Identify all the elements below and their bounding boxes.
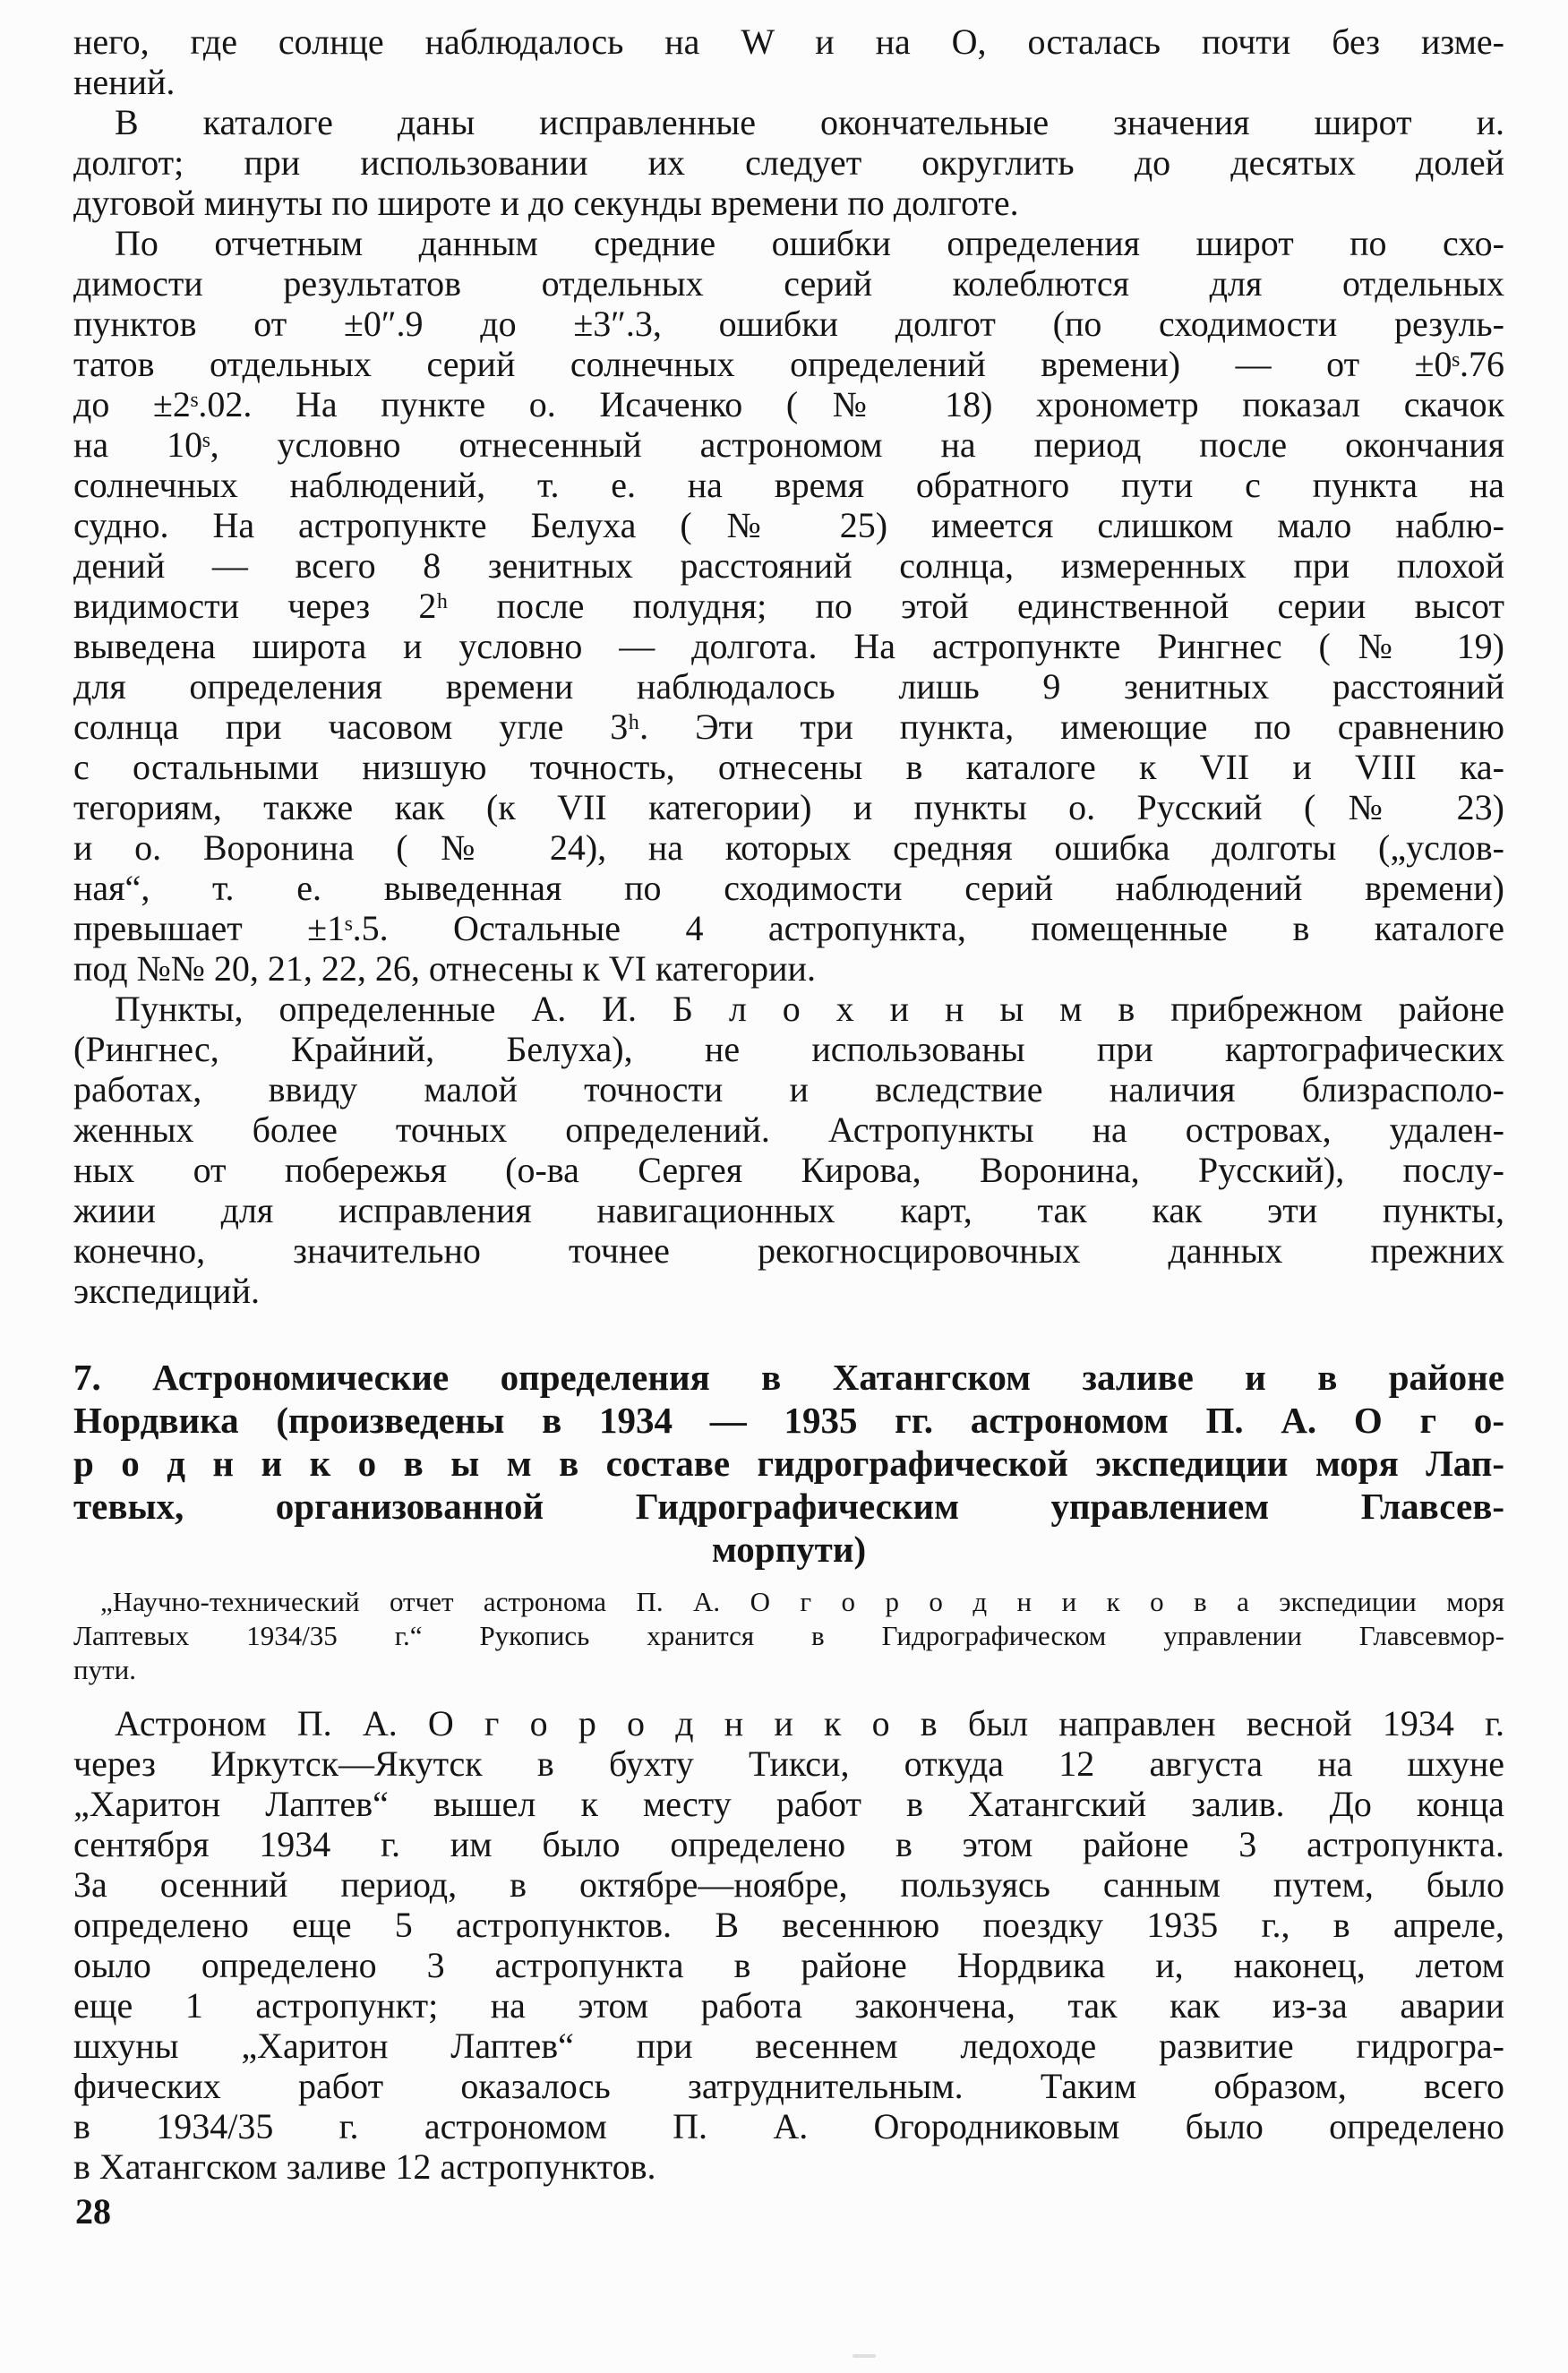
paragraph-report-errors bbox=[73, 223, 1504, 989]
text-line: За осенний период, в октябре—ноябре, пользуясь санным путем, было bbox=[73, 1864, 1504, 1905]
text-line: и о. Воронина (№ 24), на которых средняя ошибка долготы („услов- bbox=[73, 827, 1504, 868]
text-line: димости результатов отдельных серий колеблются для отдельных bbox=[73, 263, 1504, 304]
text-line: на 10ˢ, условно отнесенный астрономом на период после окончания bbox=[73, 424, 1504, 465]
text-line: до ±2ˢ.02. На пункте о. Исаченко (№ 18) хронометр показал скачок bbox=[73, 384, 1504, 424]
text-line: видимости через 2ʰ после полудня; по этой единственной серии высот bbox=[73, 586, 1504, 626]
text-line: сентября 1934 г. им было определено в этом районе 3 астропункта. bbox=[73, 1824, 1504, 1864]
text-line: выведена широта и условно — долгота. На астропункте Рингнес (№ 19) bbox=[73, 626, 1504, 666]
text-line: р о д н и к о в ы м в составе гидрографической экспедиции моря Лап- bbox=[73, 1443, 1504, 1484]
text-line: Пункты, определенные А. И. Б л о х и н ы м в прибрежном районе bbox=[115, 989, 1504, 1029]
text-line: еще 1 астропункт; на этом работа закончена, так как из-за аварии bbox=[73, 1985, 1504, 2026]
text-line: ная“, т. е. выведенная по сходимости серий наблюдений времени) bbox=[73, 868, 1504, 908]
text-line: нений. bbox=[73, 62, 176, 102]
text-line: для определения времени наблюдалось лишь 9 зенитных расстояний bbox=[73, 666, 1504, 707]
text-line: Нордвика (произведены в 1934 — 1935 гг. астрономом П. А. О г о- bbox=[73, 1400, 1504, 1441]
text-line: „Научно-технический отчет астронома П. А. О г о р о д н и к о в а экспедиции моря bbox=[100, 1586, 1504, 1617]
text-line: Лаптевых 1934/35 г.“ Рукопись хранится в Гидрографическом управлении Главсевмор- bbox=[73, 1620, 1504, 1651]
text-line: солнечных наблюдений, т. е. на время обратного пути с пункта на bbox=[73, 465, 1504, 505]
text-line: ных от побережья (о-ва Сергея Кирова, Воронина, Русский), послу- bbox=[73, 1150, 1504, 1190]
text-line: с остальными низшую точность, отнесены в каталоге к VII и VIII ка- bbox=[73, 747, 1504, 787]
text-line: татов отдельных серий солнечных определений времени) — от ±0ˢ.76 bbox=[73, 344, 1504, 384]
text-line: определено еще 5 астропунктов. В весеннюю поездку 1935 г., в апреле, bbox=[73, 1905, 1504, 1945]
text-line: пути. bbox=[73, 1654, 136, 1685]
paragraph-blokhin-points bbox=[73, 989, 1504, 1311]
paragraph-continuation bbox=[73, 21, 1504, 102]
text-line: пунктов от ±0″.9 до ±3″.3, ошибки долгот (по сходимости резуль- bbox=[73, 304, 1504, 344]
text-line: По отчетным данным средние ошибки определения широт по схо- bbox=[115, 223, 1504, 263]
text-line: через Иркутск—Якутск в бухту Тикси, откуда 12 августа на шхуне bbox=[73, 1743, 1504, 1784]
text-line: оыло определено 3 астропункта в районе Нордвика и, наконец, летом bbox=[73, 1945, 1504, 1985]
source-note bbox=[73, 1585, 1504, 1687]
text-line: долгот; при использовании их следует округлить до десятых долей bbox=[73, 142, 1504, 183]
text-line: него, где солнце наблюдалось на W и на O, осталась почти без изме- bbox=[73, 21, 1504, 62]
scan-speck bbox=[853, 2354, 876, 2358]
text-line: солнца при часовом угле 3ʰ. Эти три пункта, имеющие по сравнению bbox=[73, 707, 1504, 747]
paragraph-catalog bbox=[73, 102, 1504, 223]
text-line: Астроном П. А. О г о р о д н и к о в был направлен весной 1934 г. bbox=[115, 1703, 1504, 1743]
text-line: дений — всего 8 зенитных расстояний солнца, измеренных при плохой bbox=[73, 545, 1504, 586]
text-line: морпути) bbox=[711, 1529, 867, 1570]
text-line: шхуны „Харитон Лаптев“ при весеннем ледоходе развитие гидрогра- bbox=[73, 2026, 1504, 2066]
text-line: дуговой минуты по широте и до секунды времени по долготе. bbox=[73, 183, 1019, 223]
text-line: жиии для исправления навигационных карт, так как эти пункты, bbox=[73, 1190, 1504, 1230]
text-line: В каталоге даны исправленные окончательные значения широт и. bbox=[115, 102, 1504, 142]
text-line: 7. Астрономические определения в Хатангском заливе и в районе bbox=[73, 1357, 1504, 1398]
text-line: превышает ±1ˢ.5. Остальные 4 астропункта, помещенные в каталоге bbox=[73, 908, 1504, 948]
page-number: 28 bbox=[75, 2191, 111, 2232]
text-line: судно. На астропункте Белуха (№ 25) имеется слишком мало наблю- bbox=[73, 505, 1504, 545]
text-line: фических работ оказалось затруднительным. Таким образом, всего bbox=[73, 2066, 1504, 2106]
text-line: „Харитон Лаптев“ вышел к месту работ в Хатангский залив. До конца bbox=[73, 1784, 1504, 1824]
text-line: женных более точных определений. Астропункты на островах, удален- bbox=[73, 1109, 1504, 1150]
text-line: конечно, значительно точнее рекогносцировочных данных прежних bbox=[73, 1230, 1504, 1271]
text-line: (Рингнес, Крайний, Белуха), не использованы при картографических bbox=[73, 1029, 1504, 1069]
section-7-heading bbox=[73, 1356, 1504, 1571]
text-line: работах, ввиду малой точности и вследствие наличия близрасполо- bbox=[73, 1069, 1504, 1109]
paragraph-ogorodnikov bbox=[73, 1703, 1504, 2187]
text-line: в Хатангском заливе 12 астропунктов. bbox=[73, 2146, 656, 2187]
text-column bbox=[73, 21, 1504, 2187]
text-line: экспедиций. bbox=[73, 1271, 260, 1311]
text-line: под №№ 20, 21, 22, 26, отнесены к VI категории. bbox=[73, 948, 816, 989]
text-line: тегориям, также как (к VII категории) и пункты о. Русский (№ 23) bbox=[73, 787, 1504, 827]
text-line: тевых, организованной Гидрографическим управлением Главсев- bbox=[73, 1486, 1504, 1527]
text-line: в 1934/35 г. астрономом П. А. Огородниковым было определено bbox=[73, 2106, 1504, 2146]
